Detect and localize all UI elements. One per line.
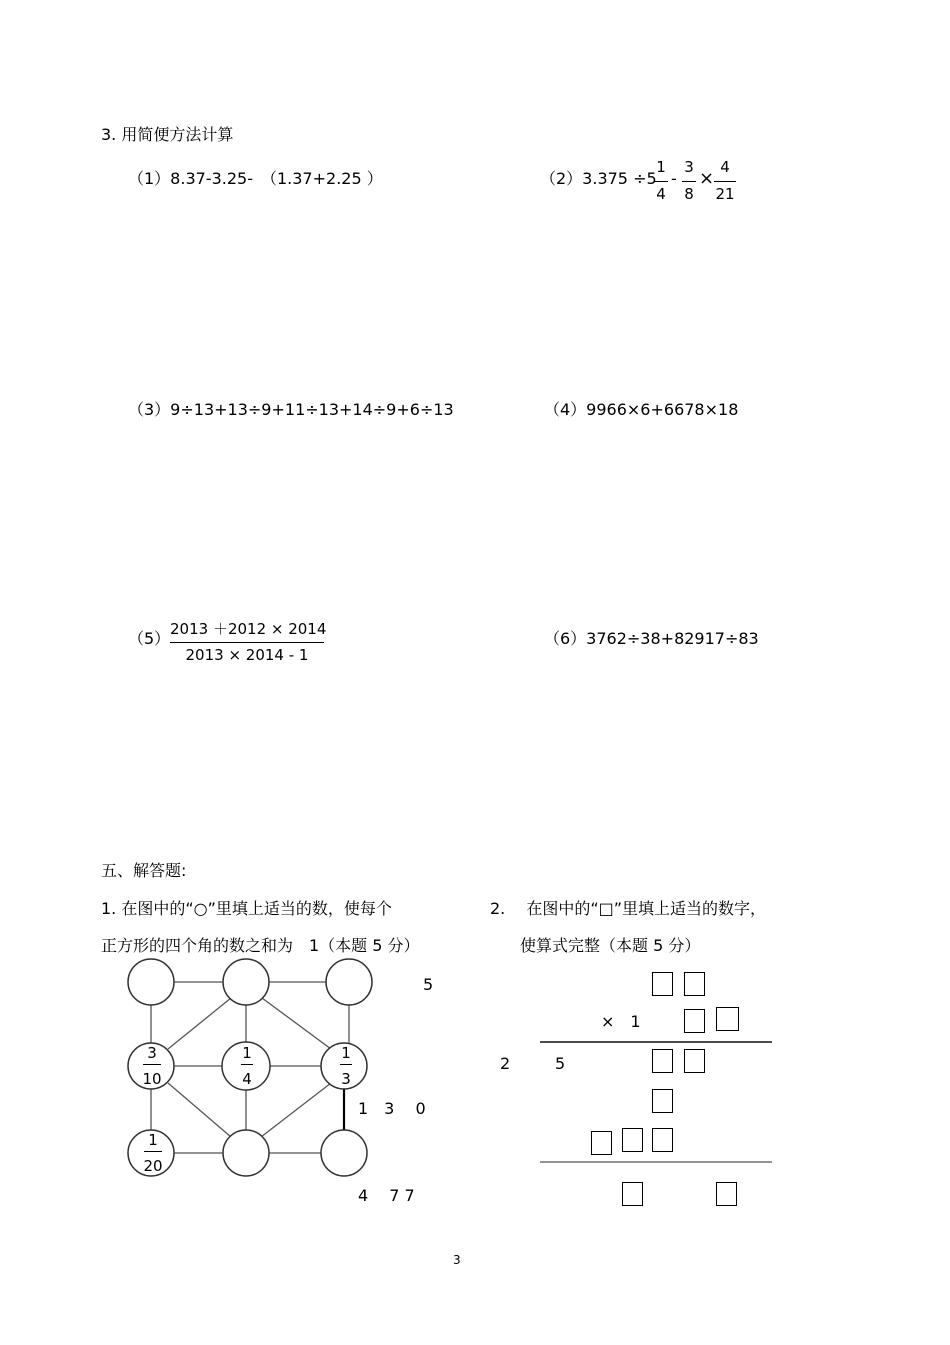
fraction-numerator: 1 bbox=[148, 1131, 158, 1149]
digit-5: 5 bbox=[555, 1054, 566, 1073]
problem-3: （3）9÷13+13÷9+11÷13+14÷9+6÷13 bbox=[128, 400, 454, 419]
fraction-bar bbox=[241, 1064, 253, 1065]
digit-box[interactable] bbox=[716, 1007, 739, 1031]
page-number: 3 bbox=[453, 1253, 461, 1267]
times-one: × 1 bbox=[601, 1012, 641, 1031]
times-sign: × bbox=[699, 168, 715, 189]
stray-digit-5: 5 bbox=[423, 975, 434, 994]
fraction-denominator: 10 bbox=[142, 1070, 162, 1088]
question-1-line-1: 1. 在图中的“○”里填上适当的数，使每个 bbox=[101, 899, 392, 918]
circle-fraction-1-3 bbox=[339, 1046, 353, 1086]
digit-box[interactable] bbox=[684, 1009, 705, 1033]
digit-box[interactable] bbox=[622, 1182, 643, 1206]
fraction-denominator: 4 bbox=[242, 1070, 252, 1088]
question-2-line-1: 2. 在图中的“□”里填上适当的数字， bbox=[490, 899, 767, 918]
fraction-numerator: 4 bbox=[720, 158, 730, 176]
fraction-bar bbox=[340, 1064, 352, 1065]
fraction-numerator: 1 bbox=[656, 158, 666, 176]
section-5-title: 五、解答题: bbox=[101, 861, 187, 880]
stray-digits-1-3-0: 1 3 0 bbox=[358, 1099, 426, 1118]
circle-fraction-1-20 bbox=[142, 1133, 164, 1173]
digit-box[interactable] bbox=[652, 1128, 673, 1152]
fraction-denominator: 3 bbox=[341, 1070, 351, 1088]
fraction-denominator: 2013 × 2014 - 1 bbox=[185, 646, 309, 664]
problem-6: （6）3762÷38+82917÷83 bbox=[544, 629, 759, 648]
section-3-title: 3. 用简便方法计算 bbox=[101, 125, 234, 144]
digit-2: 2 bbox=[500, 1054, 511, 1073]
question-1-line-2: 正方形的四个角的数之和为 1（本题 5 分） bbox=[101, 936, 420, 955]
problem-5-label: （5） bbox=[128, 629, 171, 648]
problem-1: （1）8.37-3.25- （1.37+2.25 ） bbox=[128, 169, 383, 188]
question-2-line-2: 使算式完整（本题 5 分） bbox=[520, 936, 701, 955]
digit-box[interactable] bbox=[622, 1128, 643, 1152]
fraction-numerator: 3 bbox=[147, 1044, 157, 1062]
problem-4: （4）9966×6+6678×18 bbox=[544, 400, 739, 419]
fraction-denominator: 21 bbox=[715, 185, 735, 203]
fraction-bar bbox=[144, 1151, 162, 1152]
digit-box[interactable] bbox=[591, 1131, 612, 1155]
fraction-numerator: 1 bbox=[242, 1044, 252, 1062]
digit-box[interactable] bbox=[652, 1049, 673, 1073]
circle-fraction-1-4 bbox=[240, 1046, 254, 1086]
minus-sign: - bbox=[671, 169, 677, 188]
digit-box[interactable] bbox=[684, 1049, 705, 1073]
stray-digits-4-7-7: 4 7 7 bbox=[358, 1186, 415, 1205]
fraction-bar bbox=[143, 1064, 161, 1065]
fraction-denominator: 4 bbox=[656, 185, 666, 203]
fraction-numerator: 1 bbox=[341, 1044, 351, 1062]
fraction-denominator: 20 bbox=[143, 1157, 163, 1175]
fraction-denominator: 8 bbox=[684, 185, 694, 203]
digit-box[interactable] bbox=[652, 972, 673, 996]
digit-box[interactable] bbox=[652, 1089, 673, 1113]
fraction-numerator: 3 bbox=[684, 158, 694, 176]
digit-box[interactable] bbox=[716, 1182, 737, 1206]
problem-2-prefix: （2）3.375 ÷5 bbox=[540, 169, 657, 188]
fraction-numerator: 2013 ＋2012 × 2014 bbox=[170, 620, 327, 638]
circle-fraction-3-10 bbox=[141, 1046, 163, 1086]
digit-box[interactable] bbox=[684, 972, 705, 996]
